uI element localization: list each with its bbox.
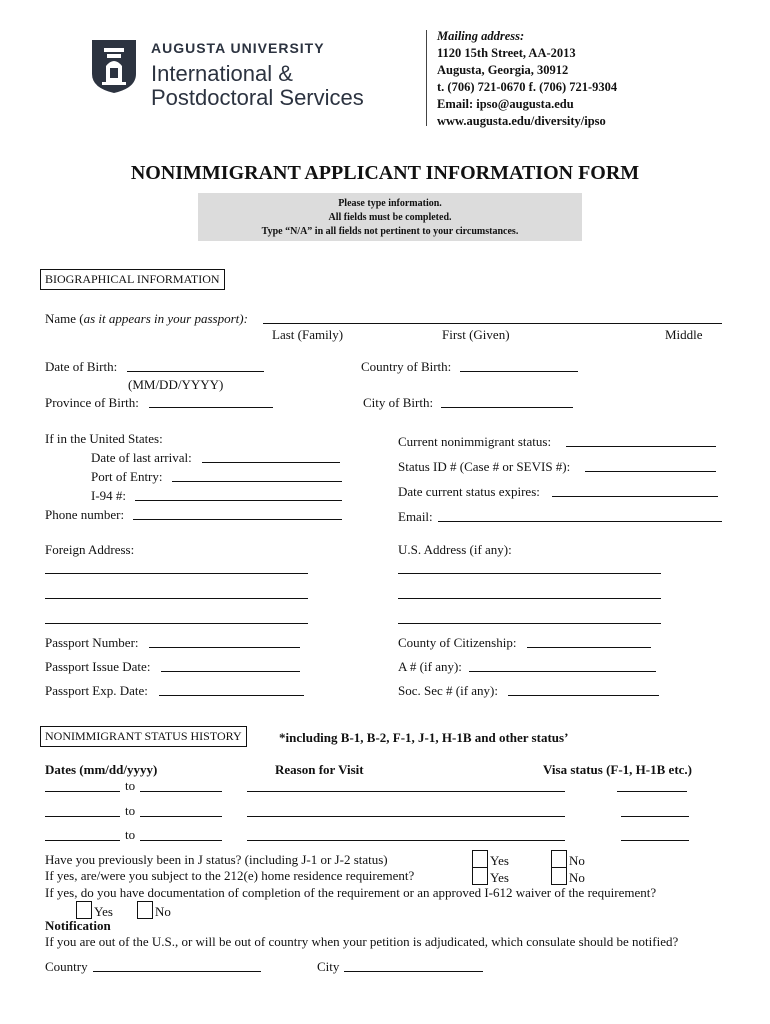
mailing-label: Mailing address: <box>437 29 525 43</box>
form-title: NONIMMIGRANT APPLICANT INFORMATION FORM <box>130 162 640 184</box>
passport-exp-label: Passport Exp. Date: <box>45 683 148 698</box>
history-row-1-visa[interactable] <box>617 791 687 792</box>
q1-yes-checkbox[interactable] <box>472 850 488 868</box>
status-id-label: Status ID # (Case # or SEVIS #): <box>398 459 571 474</box>
phone-fax: t. (706) 721-0670 f. (706) 721-9304 <box>437 80 618 94</box>
instruction-1: Please type information. <box>338 198 442 209</box>
passport-issue-label: Passport Issue Date: <box>45 659 151 674</box>
q2-yes-option[interactable] <box>472 867 509 886</box>
col-dates: Dates (mm/dd/yyyy) <box>45 762 158 777</box>
col-reason: Reason for Visit <box>275 762 364 777</box>
q3-no-checkbox[interactable] <box>137 901 153 919</box>
q2-yes-checkbox[interactable] <box>472 867 488 885</box>
foreign-address-line-1[interactable] <box>45 573 308 574</box>
province-birth-label: Province of Birth: <box>45 395 139 410</box>
name-label: Name (as it appears in your passport): <box>45 311 248 326</box>
history-row-2-visa[interactable] <box>621 816 689 817</box>
province-birth-field[interactable] <box>149 407 273 408</box>
middle-name-label: Middle <box>665 327 703 342</box>
address-line-1: 1120 15th Street, AA-2013 <box>437 46 576 60</box>
us-address-label: U.S. Address (if any): <box>398 542 512 557</box>
foreign-address-line-3[interactable] <box>45 623 308 624</box>
clock-tower-icon <box>90 38 138 94</box>
to-label-2: to <box>125 803 136 818</box>
email-field[interactable] <box>438 521 722 522</box>
q2-no-label: No <box>569 870 585 885</box>
history-row-1-from[interactable] <box>45 791 120 792</box>
port-entry-label: Port of Entry: <box>91 469 163 484</box>
consulate-city-field[interactable] <box>344 971 483 972</box>
history-row-2-reason[interactable] <box>247 816 565 817</box>
dob-format: (MM/DD/YYYY) <box>128 377 224 392</box>
header-divider <box>426 30 427 126</box>
q3-yes-checkbox[interactable] <box>76 901 92 919</box>
q2-no-checkbox[interactable] <box>551 867 567 885</box>
history-row-3-to[interactable] <box>140 840 222 841</box>
passport-number-field[interactable] <box>149 647 300 648</box>
history-row-1-reason[interactable] <box>247 791 565 792</box>
history-row-3-visa[interactable] <box>621 840 689 841</box>
a-number-label: A # (if any): <box>398 659 462 674</box>
q3-no-option[interactable] <box>137 901 171 920</box>
q1-no-label: No <box>569 853 585 868</box>
county-citizenship-field[interactable] <box>527 647 651 648</box>
history-row-2-from[interactable] <box>45 816 120 817</box>
to-label-1: to <box>125 778 136 793</box>
if-us-label: If in the United States: <box>45 431 163 446</box>
address-line-2: Augusta, Georgia, 30912 <box>437 63 569 77</box>
university-name: AUGUSTA UNIVERSITY <box>151 40 325 56</box>
us-address-line-2[interactable] <box>398 598 661 599</box>
a-number-field[interactable] <box>469 671 656 672</box>
i94-label: I-94 #: <box>91 488 127 503</box>
q3-no-label: No <box>155 904 171 919</box>
passport-exp-field[interactable] <box>159 695 304 696</box>
mailing-address <box>437 28 617 130</box>
q3-yes-label: Yes <box>94 904 113 919</box>
notification-heading: Notification <box>45 918 111 933</box>
to-label-3: to <box>125 827 136 842</box>
instruction-2: All fields must be completed. <box>328 212 452 223</box>
history-row-3-from[interactable] <box>45 840 120 841</box>
us-address-line-1[interactable] <box>398 573 661 574</box>
country-birth-label: Country of Birth: <box>361 359 452 374</box>
question-j-status: Have you previously been in J status? (including J-1 or J-2 status) <box>45 852 388 867</box>
foreign-address-label: Foreign Address: <box>45 542 135 557</box>
city-birth-label: City of Birth: <box>363 395 434 410</box>
county-citizenship-label: County of Citizenship: <box>398 635 517 650</box>
country-birth-field[interactable] <box>460 371 578 372</box>
history-row-3-reason[interactable] <box>247 840 565 841</box>
status-expires-field[interactable] <box>552 496 718 497</box>
first-name-label: First (Given) <box>442 327 510 342</box>
consulate-city-label: City <box>317 959 340 974</box>
us-address-line-3[interactable] <box>398 623 661 624</box>
consulate-country-field[interactable] <box>93 971 261 972</box>
dob-label: Date of Birth: <box>45 359 118 374</box>
section-status-history: NONIMMIGRANT STATUS HISTORY <box>40 726 247 747</box>
phone-label: Phone number: <box>45 507 125 522</box>
arrival-field[interactable] <box>202 462 340 463</box>
ssn-label: Soc. Sec # (if any): <box>398 683 499 698</box>
passport-issue-field[interactable] <box>161 671 300 672</box>
arrival-label: Date of last arrival: <box>91 450 192 465</box>
current-status-field[interactable] <box>566 446 716 447</box>
status-id-field[interactable] <box>585 471 716 472</box>
notification-text: If you are out of the U.S., or will be out of country when your petition is adjudicated, which consulate should be notified? <box>45 934 679 949</box>
instructions-box <box>198 193 582 241</box>
dob-field[interactable] <box>127 371 264 372</box>
name-field[interactable] <box>263 323 722 324</box>
department-line-1: International & <box>151 61 293 86</box>
foreign-address-line-2[interactable] <box>45 598 308 599</box>
port-entry-field[interactable] <box>172 481 342 482</box>
current-status-label: Current nonimmigrant status: <box>398 434 552 449</box>
passport-number-label: Passport Number: <box>45 635 139 650</box>
website: www.augusta.edu/diversity/ipso <box>437 114 606 128</box>
email-label: Email: <box>398 509 433 524</box>
history-row-1-to[interactable] <box>140 791 222 792</box>
i94-field[interactable] <box>135 500 342 501</box>
department-line-2: Postdoctoral Services <box>151 85 364 110</box>
contact-email: Email: ipso@augusta.edu <box>437 97 574 111</box>
q2-no-option[interactable] <box>551 867 585 886</box>
question-212e: If yes, are/were you subject to the 212(e) home residence requirement? <box>45 868 415 883</box>
consulate-country-label: Country <box>45 959 88 974</box>
col-visa: Visa status (F-1, H-1B etc.) <box>543 762 692 777</box>
city-birth-field[interactable] <box>441 407 573 408</box>
q1-yes-label: Yes <box>490 853 509 868</box>
question-waiver: If yes, do you have documentation of completion of the requirement or an approved I-612 waiver of the requirement? <box>45 885 657 900</box>
last-name-label: Last (Family) <box>272 327 344 342</box>
status-history-note: *including B-1, B-2, F-1, J-1, H-1B and other status’ <box>279 730 569 745</box>
history-row-2-to[interactable] <box>140 816 222 817</box>
instruction-3: Type “N/A” in all fields not pertinent to your circumstances. <box>261 226 519 237</box>
q2-yes-label: Yes <box>490 870 509 885</box>
q1-no-checkbox[interactable] <box>551 850 567 868</box>
phone-field[interactable] <box>133 519 342 520</box>
section-biographical: BIOGRAPHICAL INFORMATION <box>40 269 225 290</box>
status-expires-label: Date current status expires: <box>398 484 540 499</box>
ssn-field[interactable] <box>508 695 659 696</box>
